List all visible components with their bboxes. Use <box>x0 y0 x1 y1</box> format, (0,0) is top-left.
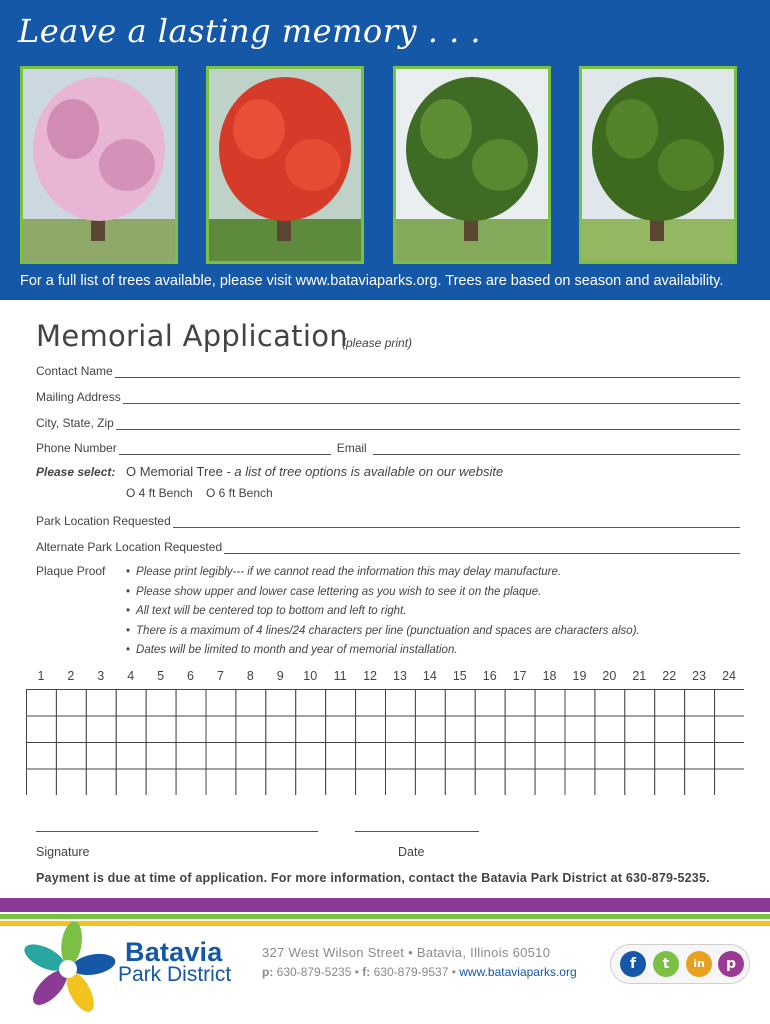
plaque-grid-cell[interactable] <box>505 716 535 743</box>
plaque-grid-cell[interactable] <box>176 769 206 795</box>
plaque-grid-cell[interactable] <box>296 716 326 743</box>
plaque-grid-cell[interactable] <box>236 690 266 717</box>
plaque-grid-cell[interactable] <box>386 769 416 795</box>
plaque-grid-cell[interactable] <box>595 743 625 770</box>
plaque-grid-cell[interactable] <box>27 690 57 717</box>
column-number: 12 <box>363 669 377 683</box>
park-location-line[interactable] <box>173 517 740 528</box>
plaque-grid-cell[interactable] <box>116 690 146 717</box>
column-number: 22 <box>662 669 677 683</box>
payment-notice: Payment is due at time of application. For more information, contact the Batavia Park District at 630-879-5235. <box>36 871 710 885</box>
plaque-grid-cell[interactable] <box>625 743 655 770</box>
plaque-grid-cell[interactable] <box>56 769 86 795</box>
plaque-grid-cell[interactable] <box>415 716 445 743</box>
plaque-grid-cell[interactable] <box>146 743 176 770</box>
plaque-grid-cell[interactable] <box>565 716 595 743</box>
column-number: 3 <box>97 669 105 683</box>
plaque-grid-cell[interactable] <box>266 769 296 795</box>
plaque-grid-cell[interactable] <box>595 769 625 795</box>
column-number: 19 <box>572 669 587 683</box>
plaque-grid-cell[interactable] <box>475 716 505 743</box>
plaque-grid-cell[interactable] <box>415 743 445 770</box>
plaque-grid-cell[interactable] <box>27 716 57 743</box>
plaque-grid-cell[interactable] <box>445 743 475 770</box>
plaque-grid-cell[interactable] <box>236 743 266 770</box>
column-number: 4 <box>127 669 135 683</box>
plaque-grid-cell[interactable] <box>386 716 416 743</box>
please-select-label: Please select: <box>36 465 116 479</box>
column-number: 5 <box>157 669 165 683</box>
column-number: 7 <box>216 669 224 683</box>
mailing-address-line[interactable] <box>123 393 740 404</box>
brand-subname: Park District <box>118 963 232 986</box>
plaque-grid-cell[interactable] <box>236 716 266 743</box>
plaque-grid-cell[interactable] <box>565 769 595 795</box>
plaque-grid-cell[interactable] <box>116 716 146 743</box>
column-number: 16 <box>482 669 497 683</box>
plaque-grid-cell[interactable] <box>535 769 565 795</box>
date-line[interactable] <box>355 820 479 832</box>
plaque-grid-cell[interactable] <box>326 690 356 717</box>
plaque-grid-cell[interactable] <box>685 769 715 795</box>
alternate-location-label: Alternate Park Location Requested <box>36 540 223 554</box>
separator: • <box>451 965 456 979</box>
bench-4ft-option[interactable]: O 4 ft Bench <box>126 486 193 500</box>
header-banner <box>0 0 770 300</box>
separator: • <box>354 965 359 979</box>
footer-stripe-purple <box>0 898 770 912</box>
plaque-grid-cell[interactable] <box>685 690 715 717</box>
plaque-grid-cell[interactable] <box>56 743 86 770</box>
plaque-proof-label: Plaque Proof <box>36 564 106 578</box>
plaque-grid-cell[interactable] <box>386 690 416 717</box>
column-number: 6 <box>187 669 194 683</box>
plaque-grid-cell[interactable] <box>116 769 146 795</box>
memorial-tree-option-label: O Memorial Tree <box>126 464 223 479</box>
email-label: Email <box>336 441 367 455</box>
plaque-grid-cell[interactable] <box>595 716 625 743</box>
date-label: Date <box>398 845 425 859</box>
plaque-grid-cell[interactable] <box>505 769 535 795</box>
mailing-address-field[interactable] <box>36 388 740 404</box>
plaque-grid-cell[interactable] <box>326 743 356 770</box>
plaque-grid-cell[interactable] <box>176 716 206 743</box>
plaque-grid-cell[interactable] <box>266 690 296 717</box>
flowering-magnolia-photo <box>20 66 178 264</box>
plaque-grid-cell[interactable] <box>356 743 386 770</box>
plaque-grid-cell[interactable] <box>655 690 685 717</box>
column-number: 14 <box>422 669 437 683</box>
plaque-grid-cell[interactable] <box>655 716 685 743</box>
email-line[interactable] <box>373 444 740 455</box>
mailing-address-label: Mailing Address <box>36 390 121 404</box>
phone-number: 630-879-5235 <box>276 965 352 979</box>
twitter-icon[interactable]: t <box>653 951 679 977</box>
contact-name-field[interactable] <box>36 362 740 378</box>
plaque-grid-cell[interactable] <box>475 690 505 717</box>
plaque-grid-cell[interactable] <box>715 743 744 770</box>
phone-email-field[interactable] <box>36 439 740 455</box>
plaque-grid-cell[interactable] <box>206 690 236 717</box>
plaque-grid-cell[interactable] <box>86 769 116 795</box>
plaque-rules-list <box>126 563 640 661</box>
bench-6ft-option[interactable]: O 6 ft Bench <box>206 486 273 500</box>
alternate-location-field[interactable] <box>36 538 740 554</box>
plaque-grid-cell[interactable] <box>505 690 535 717</box>
city-state-zip-field[interactable] <box>36 414 740 430</box>
plaque-grid-cell[interactable] <box>445 716 475 743</box>
footer-stripe-green <box>0 914 770 919</box>
plaque-grid-cell[interactable] <box>625 716 655 743</box>
header-caption: For a full list of trees available, please visit www.bataviaparks.org. Trees are based on season and availability. <box>20 273 724 289</box>
city-state-zip-label: City, State, Zip <box>36 416 114 430</box>
plaque-grid-cell[interactable] <box>206 716 236 743</box>
park-location-label: Park Location Requested <box>36 514 171 528</box>
signature-line[interactable] <box>36 820 318 832</box>
plaque-grid-cell[interactable] <box>715 716 744 743</box>
plaque-grid-cell[interactable] <box>415 769 445 795</box>
plaque-grid-cell[interactable] <box>505 743 535 770</box>
plaque-grid-cell[interactable] <box>176 743 206 770</box>
plaque-grid-cell[interactable] <box>655 743 685 770</box>
park-location-field[interactable] <box>36 512 740 528</box>
pinterest-icon[interactable]: p <box>718 951 744 977</box>
plaque-grid-cell[interactable] <box>715 690 744 717</box>
plaque-grid-cell[interactable] <box>146 690 176 717</box>
column-number: 23 <box>692 669 707 683</box>
plaque-grid-cell[interactable] <box>266 743 296 770</box>
oak-tree-photo <box>579 66 737 264</box>
column-number: 17 <box>512 669 527 683</box>
fax-label: f: <box>362 965 371 979</box>
plaque-grid-cell[interactable] <box>685 743 715 770</box>
facebook-icon[interactable]: f <box>620 951 646 977</box>
memorial-tree-option-note: - a list of tree options is available on our website <box>222 464 504 479</box>
plaque-grid-cell[interactable] <box>236 769 266 795</box>
column-number: 2 <box>67 669 75 683</box>
plaque-grid-cell[interactable] <box>445 769 475 795</box>
website-link[interactable]: www.bataviaparks.org <box>459 965 577 979</box>
plaque-column-numbers <box>26 669 744 687</box>
alternate-location-line[interactable] <box>224 543 740 554</box>
signature-label: Signature <box>36 845 90 859</box>
contact-name-label: Contact Name <box>36 364 113 378</box>
plaque-grid-cell[interactable] <box>685 716 715 743</box>
footer-contact <box>262 965 577 979</box>
city-state-zip-line[interactable] <box>116 419 740 430</box>
column-number: 15 <box>452 669 467 683</box>
contact-name-line[interactable] <box>115 367 740 378</box>
plaque-grid-cell[interactable] <box>86 743 116 770</box>
tall-green-tree-photo <box>393 66 551 264</box>
batavia-flower-logo <box>18 922 118 1016</box>
plaque-rule-item: • All text will be centered top to bottom and left to right. <box>126 602 640 622</box>
plaque-grid-cell[interactable] <box>296 769 326 795</box>
plaque-grid-cell[interactable] <box>296 743 326 770</box>
plaque-grid-cell[interactable] <box>146 769 176 795</box>
plaque-grid-cell[interactable] <box>625 690 655 717</box>
plaque-grid-cell[interactable] <box>535 690 565 717</box>
plaque-grid-cell[interactable] <box>206 769 236 795</box>
column-number: 21 <box>632 669 647 683</box>
plaque-grid-cell[interactable] <box>27 769 57 795</box>
column-number: 18 <box>542 669 557 683</box>
plaque-grid-cell[interactable] <box>56 690 86 717</box>
plaque-grid-cell[interactable] <box>595 690 625 717</box>
linkedin-icon[interactable]: in <box>686 951 712 977</box>
plaque-rule-item: • Please print legibly--- if we cannot read the information this may delay manufacture. <box>126 563 640 583</box>
plaque-grid-cell[interactable] <box>146 716 176 743</box>
plaque-grid-cell[interactable] <box>655 769 685 795</box>
plaque-grid-cell[interactable] <box>565 690 595 717</box>
column-number: 13 <box>393 669 407 683</box>
fax-number: 630-879-9537 <box>373 965 449 979</box>
column-number: 11 <box>333 669 347 683</box>
plaque-grid-cell[interactable] <box>56 716 86 743</box>
column-number: 10 <box>303 669 318 683</box>
plaque-grid-cell[interactable] <box>625 769 655 795</box>
plaque-grid-cell[interactable] <box>356 769 386 795</box>
memorial-tree-option[interactable] <box>126 464 503 479</box>
plaque-grid-cell[interactable] <box>415 690 445 717</box>
form-title: Memorial Application <box>36 319 348 353</box>
column-number: 1 <box>37 669 45 683</box>
plaque-grid-cell[interactable] <box>206 743 236 770</box>
red-maple-photo <box>206 66 364 264</box>
plaque-grid-cell[interactable] <box>535 743 565 770</box>
column-number: 8 <box>246 669 254 683</box>
form-subtitle: (please print) <box>342 336 413 350</box>
plaque-grid-cell[interactable] <box>326 716 356 743</box>
plaque-grid-cell[interactable] <box>266 716 296 743</box>
plaque-rule-item: • Please show upper and lower case lettering as you wish to see it on the plaque. <box>126 583 640 603</box>
plaque-grid-cell[interactable] <box>445 690 475 717</box>
plaque-grid-cell[interactable] <box>86 690 116 717</box>
plaque-grid-cell[interactable] <box>296 690 326 717</box>
plaque-character-grid[interactable] <box>26 689 744 795</box>
plaque-grid-cell[interactable] <box>356 690 386 717</box>
column-number: 20 <box>602 669 617 683</box>
plaque-grid-cell[interactable] <box>27 743 57 770</box>
plaque-grid-cell[interactable] <box>176 690 206 717</box>
plaque-grid-cell[interactable] <box>86 716 116 743</box>
phone-label: p: <box>262 965 274 979</box>
brand-name: Batavia <box>125 937 223 967</box>
phone-number-line[interactable] <box>119 444 331 455</box>
column-number: 24 <box>722 669 736 683</box>
phone-number-label: Phone Number <box>36 441 117 455</box>
plaque-rule-item: • There is a maximum of 4 lines/24 characters per line (punctuation and spaces are characters also). <box>126 622 640 642</box>
plaque-grid-cell[interactable] <box>565 743 595 770</box>
plaque-grid-cell[interactable] <box>715 769 744 795</box>
plaque-grid-cell[interactable] <box>475 743 505 770</box>
footer-address: 327 West Wilson Street • Batavia, Illinois 60510 <box>262 945 551 960</box>
plaque-grid-cell[interactable] <box>116 743 146 770</box>
plaque-grid-cell[interactable] <box>475 769 505 795</box>
plaque-grid-cell[interactable] <box>386 743 416 770</box>
plaque-grid-cell[interactable] <box>535 716 565 743</box>
plaque-rule-item: • Dates will be limited to month and year of memorial installation. <box>126 641 640 661</box>
column-number: 9 <box>276 669 284 683</box>
plaque-grid-cell[interactable] <box>326 769 356 795</box>
plaque-grid-cell[interactable] <box>356 716 386 743</box>
header-title: Leave a lasting memory . . . <box>18 12 482 50</box>
